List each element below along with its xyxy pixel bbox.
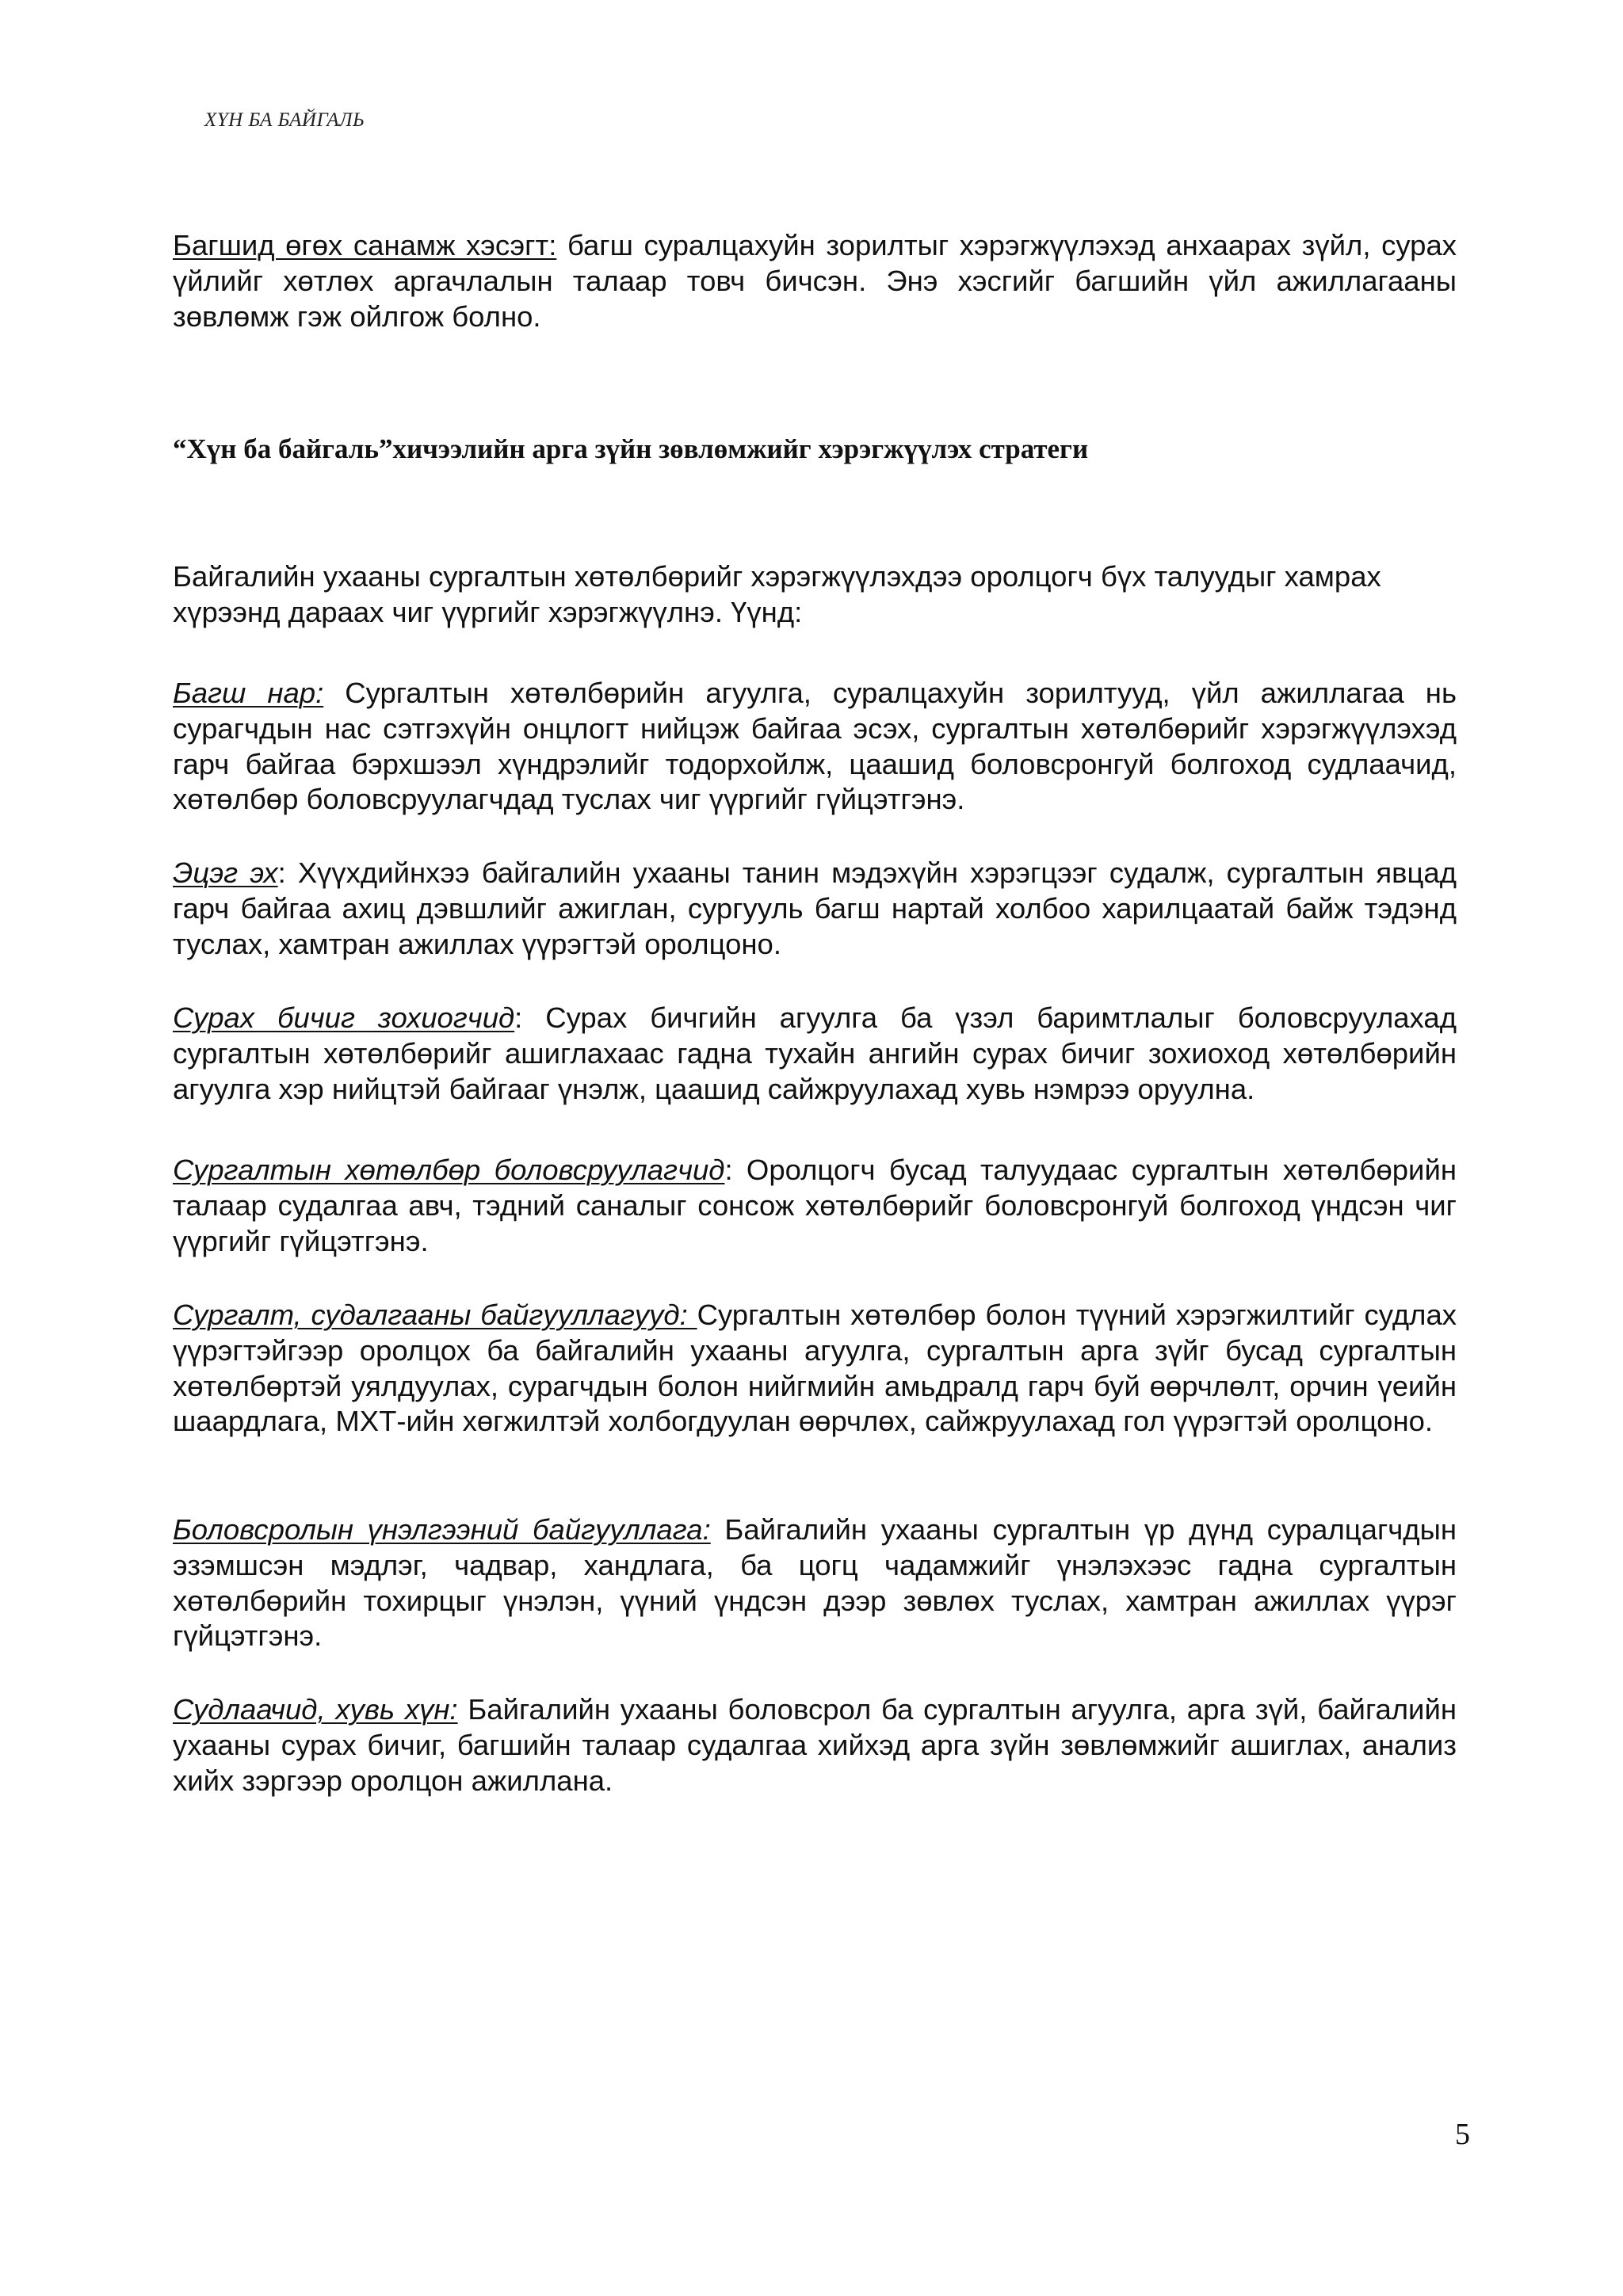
role-lead: Сургалтын хөтөлбөр боловсруулагчид	[173, 1154, 725, 1186]
role-textbook-authors	[173, 1001, 1457, 1107]
role-lead: Багш нар:	[173, 677, 324, 709]
running-header: ХҮН БА БАЙГАЛЬ	[204, 109, 365, 131]
role-parents	[173, 856, 1457, 962]
role-text: Сургалтын хөтөлбөр болон түүний хэрэгжилтийг судлах үүрэгтэйгээр оролцох ба байгалийн ухааны агуулга, сургалтын арга зүйг бусад сургалтын хөтөлбөртэй уялдуулах, сурагчдын болон нийгмийн амьдралд гарч буй өөрчлөлт, орчин үеийн шаардлага, МХТ-ийн хөгжилтэй холбогдуулан өөрчлөх, сайжруулахад гол үүрэгтэй оролцоно.	[173, 1299, 1457, 1438]
intro-text: багш суралцахуйн зорилтыг хэрэгжүүлэхэд анхаарах зүйл, сурах үйлийг хөтлөх аргачлалын талаар товч бичсэн. Энэ хэсгийг багшийн үйл ажиллагааны зөвлөмж гэж ойлгож болно.	[173, 229, 1457, 333]
role-lead: Сурах бичиг зохиогчид	[173, 1001, 515, 1034]
role-assessment-organization	[173, 1512, 1457, 1654]
role-lead: Сургалт, судалгааны байгууллагууд:	[173, 1299, 697, 1331]
role-training-research-organizations	[173, 1298, 1457, 1440]
intro-paragraph	[173, 228, 1457, 334]
role-teachers	[173, 676, 1457, 818]
role-curriculum-developers	[173, 1153, 1457, 1259]
role-researchers	[173, 1692, 1457, 1798]
role-text: : Хүүхдийнхээ байгалийн ухааны танин мэдэхүйн хэрэгцээг судалж, сургалтын явцад гарч байгаа ахиц дэвшлийг ажиглан, сургууль багш нартай холбоо харилцаатай байж тэдэнд туслах, хамтран ажиллах үүрэгтэй оролцоно.	[173, 856, 1457, 960]
role-text: Байгалийн ухааны сургалтын үр дүнд суралцагчдын эзэмшсэн мэдлэг, чадвар, хандлага, ба цогц чадамжийг үнэлэхээс гадна сургалтын хөтөлбөрийн тохирцыг үнэлэн, үүний үндсэн дээр зөвлөх туслах, хамтран ажиллах үүрэг гүйцэтгэнэ.	[173, 1513, 1457, 1653]
role-lead: Судлаачид, хувь хүн:	[173, 1693, 458, 1726]
role-text: : Оролцогч бусад талуудаас сургалтын хөтөлбөрийн талаар судалгаа авч, тэдний саналыг сонсож хөтөлбөрийг боловсронгуй болгоход үндсэн чиг үүргийг гүйцэтгэнэ.	[173, 1154, 1457, 1257]
intro-lead: Багшид өгөх санамж хэсэгт:	[173, 229, 557, 261]
opening-paragraph: Байгалийн ухааны сургалтын хөтөлбөрийг хэрэгжүүлэхдээ оролцогч бүх талуудыг хамрах хүрээнд дараах чиг үүргийг хэрэгжүүлнэ. Үүнд:	[173, 560, 1381, 628]
role-lead: Эцэг эх	[173, 856, 278, 889]
role-lead: Боловсролын үнэлгээний байгууллага:	[173, 1513, 711, 1546]
role-text: Байгалийн ухааны боловсрол ба сургалтын агуулга, арга зүй, байгалийн ухааны сурах бичиг, багшийн талаар судалгаа хийхэд арга зүйн зөвлөмжийг ашиглах, анализ хийх зэргээр оролцон ажиллана.	[173, 1693, 1457, 1797]
role-text: : Сурах бичгийн агуулга ба үзэл баримтлалыг боловсруулахад сургалтын хөтөлбөрийг ашиглахаас гадна тухайн ангийн сурах бичиг зохиоход хөтөлбөрийн агуулга хэр нийцтэй байгааг үнэлж, цаашид сайжруулахад хувь нэмрээ оруулна.	[173, 1001, 1457, 1105]
section-heading: “Хүн ба байгаль”хичээлийн арга зүйн зөвлөмжийг хэрэгжүүлэх стратеги	[173, 433, 1089, 464]
role-text: Сургалтын хөтөлбөрийн агуулга, суралцахуйн зорилтууд, үйл ажиллагаа нь сурагчдын нас сэтгэхүйн онцлогт нийцэж байгаа эсэх, сургалтын хөтөлбөрийг хэрэгжүүлэхэд гарч байгаа бэрхшээл хүндрэлийг тодорхойлж, цаашид боловсронгуй болгоход судлаачид, хөтөлбөр боловсруулагчдад туслах чиг үүргийг гүйцэтгэнэ.	[173, 677, 1457, 816]
page-number: 5	[1455, 2118, 1470, 2151]
